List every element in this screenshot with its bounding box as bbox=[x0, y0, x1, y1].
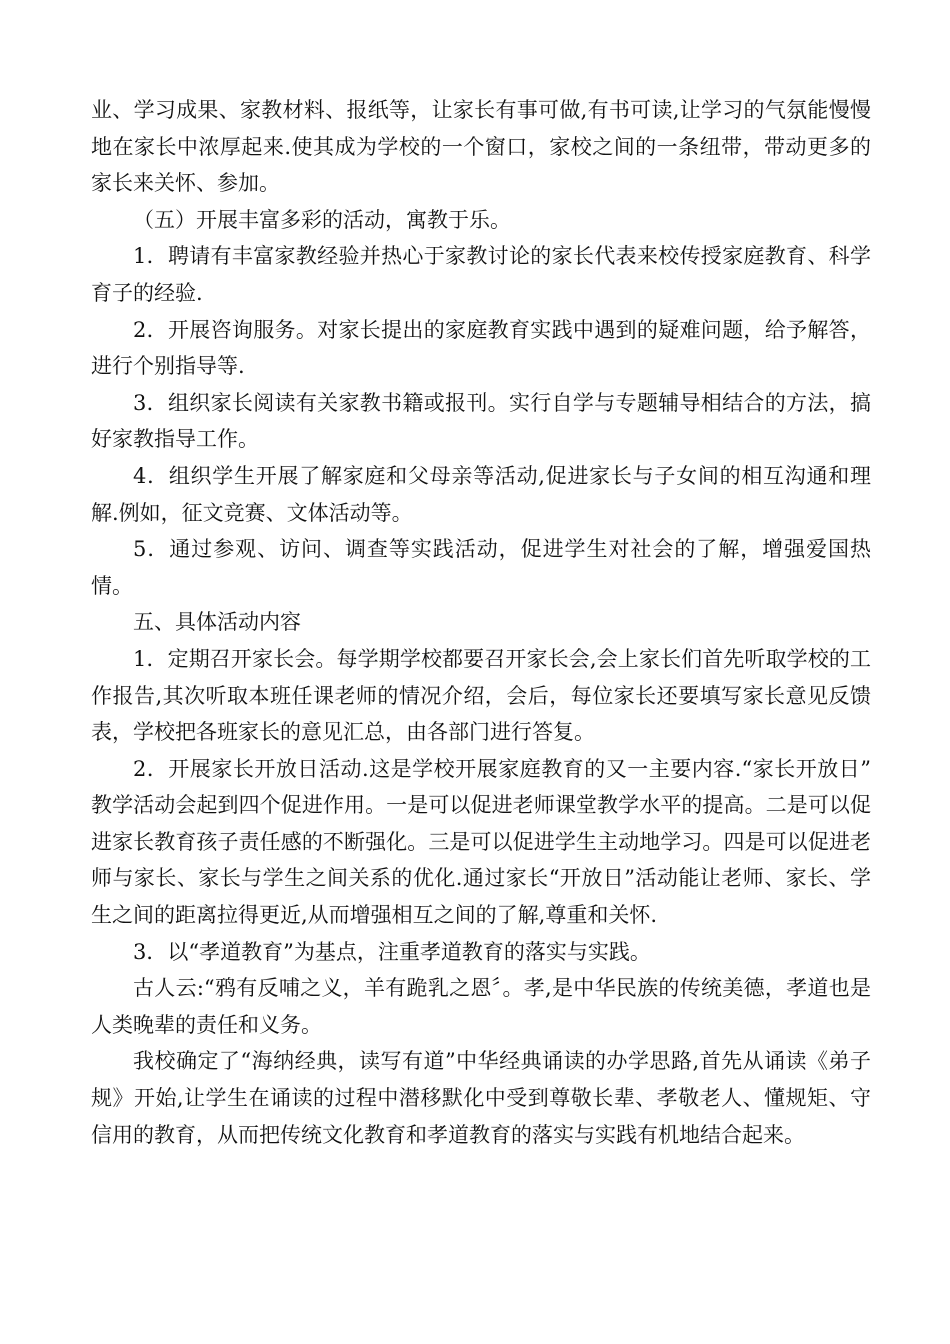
list-item-3: 3．组织家长阅读有关家教书籍或报刊。实行自学与专题辅导相结合的方法，搞好家教指导工作。 bbox=[91, 390, 871, 452]
list-item-1: 1．聘请有丰富家教经验并热心于家教讨论的家长代表来校传授家庭教育、科学育子的经验. bbox=[91, 244, 871, 305]
paragraph-continuation: 业、学习成果、家教材料、报纸等，让家长有事可做,有书可读,让学习的气氛能慢慢地在家长中浓厚起来.使其成为学校的一个窗口，家校之间的一条纽带，带动更多的家长来关怀、参加。 bbox=[91, 98, 871, 196]
document-page bbox=[91, 92, 871, 1153]
content-item-3: 3．以“孝道教育”为基点，注重孝道教育的落实与实践。 bbox=[133, 939, 651, 964]
section-heading-activities: （五）开展丰富多彩的活动，寓教于乐。 bbox=[133, 207, 511, 232]
section-heading-content: 五、具体活动内容 bbox=[133, 610, 301, 635]
content-item-2: 2．开展家长开放日活动.这是学校开展家庭教育的又一主要内容.“家长开放日” 教学活动会起到四个促进作用。一是可以促进老师课堂教学水平的提高。二是可以促进家长教育孩子责任感的不断强化。三是可以促进学生主动地学习。四是可以促进老师与家长、家长与学生之间关系的优化.通过家长“开放日”活动能让老师、家长、学生之间的距离拉得更近,从而增强相互之间的了解,尊重和关怀. bbox=[91, 756, 871, 928]
list-item-5: 5．通过参观、访问、调查等实践活动，促进学生对社会的了解，增强爱国热情。 bbox=[91, 537, 871, 598]
closing-paragraph: 我校确定了“海纳经典，读写有道”中华经典诵读的办学思路,首先从诵读《弟子规》开始,让学生在诵读的过程中潜移默化中受到尊敬长辈、孝敬老人、懂规矩、守信用的教育，从而把传统文化教育和孝道教育的落实与实践有机地结合起来。 bbox=[91, 1049, 871, 1147]
content-item-1: 1．定期召开家长会。每学期学校都要召开家长会,会上家长们首先听取学校的工作报告,其次听取本班任课老师的情况介绍，会后，每位家长还要填写家长意见反馈表，学校把各班家长的意见汇总，由各部门进行答复。 bbox=[91, 646, 871, 745]
list-item-2: 2．开展咨询服务。对家长提出的家庭教育实践中遇到的疑难问题，给予解答，进行个别指导等. bbox=[91, 317, 871, 379]
list-item-4: 4．组织学生开展了解家庭和父母亲等活动,促进家长与子女间的相互沟通和理解.例如，征文竞赛、文体活动等。 bbox=[91, 463, 871, 525]
quote-paragraph: 古人云:“鸦有反哺之义，羊有跪乳之恩〞。孝,是中华民族的传统美德，孝道也是人类晚辈的责任和义务。 bbox=[91, 976, 871, 1037]
